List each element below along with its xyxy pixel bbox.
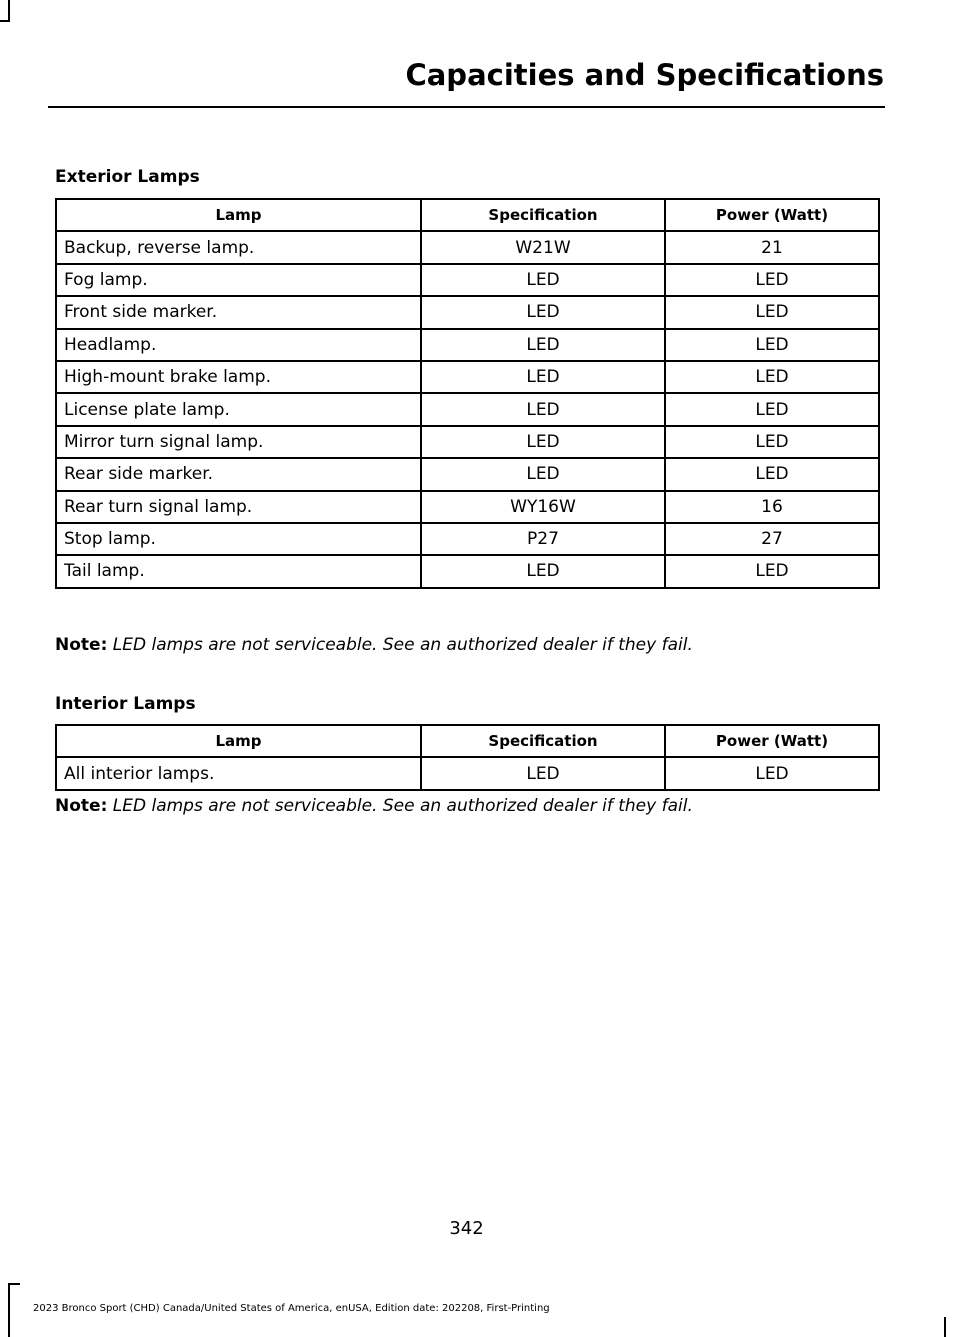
table-row xyxy=(56,491,879,523)
exterior-lamps-table xyxy=(55,198,880,589)
power-cell: LED xyxy=(665,329,879,361)
table-row xyxy=(56,329,879,361)
spec-cell: LED xyxy=(421,296,665,328)
table-header-row xyxy=(56,199,879,231)
power-cell: LED xyxy=(665,555,879,587)
lamp-cell: Rear side marker. xyxy=(56,458,421,490)
lamp-cell: Stop lamp. xyxy=(56,523,421,555)
crop-mark-bottom-left-horizontal xyxy=(8,1283,20,1285)
crop-mark-bottom-left-vertical xyxy=(8,1283,10,1337)
spec-cell: LED xyxy=(421,458,665,490)
power-cell: LED xyxy=(665,757,879,789)
lamp-cell: Tail lamp. xyxy=(56,555,421,587)
interior-lamps-heading: Interior Lamps xyxy=(55,694,196,714)
lamp-cell: Front side marker. xyxy=(56,296,421,328)
page-title: Capacities and Specifications xyxy=(405,58,884,92)
exterior-note xyxy=(55,635,693,655)
lamp-cell: Headlamp. xyxy=(56,329,421,361)
interior-lamps-table xyxy=(55,724,880,791)
lamp-cell: Fog lamp. xyxy=(56,264,421,296)
table-row xyxy=(56,361,879,393)
exterior-lamps-heading: Exterior Lamps xyxy=(55,167,200,187)
lamp-cell: Backup, reverse lamp. xyxy=(56,231,421,263)
table-row xyxy=(56,264,879,296)
lamp-cell: Mirror turn signal lamp. xyxy=(56,426,421,458)
power-cell: LED xyxy=(665,426,879,458)
crop-mark-top-left-vertical xyxy=(8,0,10,22)
note-text: LED lamps are not serviceable. See an authorized dealer if they fail. xyxy=(107,796,693,816)
spec-cell: LED xyxy=(421,361,665,393)
spec-cell: LED xyxy=(421,329,665,361)
note-label: Note: xyxy=(55,635,108,655)
interior-note xyxy=(55,796,693,816)
column-header-power: Power (Watt) xyxy=(665,725,879,757)
spec-cell: LED xyxy=(421,264,665,296)
power-cell: 27 xyxy=(665,523,879,555)
table-row xyxy=(56,426,879,458)
table-row xyxy=(56,231,879,263)
power-cell: LED xyxy=(665,458,879,490)
spec-cell: LED xyxy=(421,757,665,789)
column-header-specification: Specification xyxy=(421,199,665,231)
power-cell: LED xyxy=(665,361,879,393)
power-cell: 16 xyxy=(665,491,879,523)
lamp-cell: Rear turn signal lamp. xyxy=(56,491,421,523)
spec-cell: LED xyxy=(421,555,665,587)
column-header-power: Power (Watt) xyxy=(665,199,879,231)
table-row xyxy=(56,393,879,425)
column-header-specification: Specification xyxy=(421,725,665,757)
lamp-cell: License plate lamp. xyxy=(56,393,421,425)
spec-cell: P27 xyxy=(421,523,665,555)
column-header-lamp: Lamp xyxy=(56,199,421,231)
power-cell: LED xyxy=(665,296,879,328)
note-label: Note: xyxy=(55,796,108,816)
table-row xyxy=(56,523,879,555)
footer-edition-info: 2023 Bronco Sport (CHD) Canada/United States of America, enUSA, Edition date: 202208, First-Printing xyxy=(33,1303,550,1314)
crop-mark-top-left-horizontal xyxy=(0,20,10,22)
spec-cell: WY16W xyxy=(421,491,665,523)
spec-cell: W21W xyxy=(421,231,665,263)
table-row xyxy=(56,757,879,789)
power-cell: LED xyxy=(665,264,879,296)
note-text: LED lamps are not serviceable. See an authorized dealer if they fail. xyxy=(107,635,693,655)
spec-cell: LED xyxy=(421,393,665,425)
lamp-cell: All interior lamps. xyxy=(56,757,421,789)
table-row xyxy=(56,458,879,490)
table-row xyxy=(56,296,879,328)
crop-mark-bottom-right-vertical xyxy=(944,1317,946,1337)
lamp-cell: High-mount brake lamp. xyxy=(56,361,421,393)
spec-cell: LED xyxy=(421,426,665,458)
table-row xyxy=(56,555,879,587)
page-number: 342 xyxy=(449,1218,484,1239)
power-cell: LED xyxy=(665,393,879,425)
table-header-row xyxy=(56,725,879,757)
title-divider xyxy=(48,106,885,108)
power-cell: 21 xyxy=(665,231,879,263)
column-header-lamp: Lamp xyxy=(56,725,421,757)
